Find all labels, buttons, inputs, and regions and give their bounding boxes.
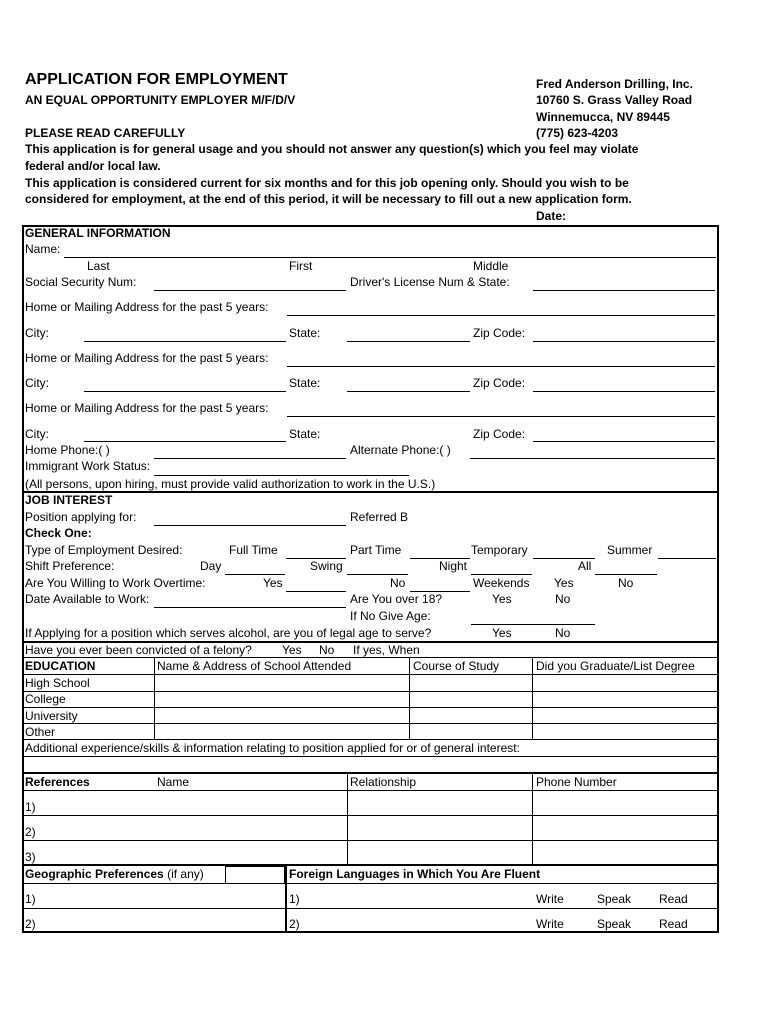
check-one-label: Check One: xyxy=(25,526,92,540)
weekends-yes[interactable]: Yes xyxy=(554,576,574,590)
address-input-1[interactable] xyxy=(287,315,715,316)
geo-row-2: 2) xyxy=(25,917,36,931)
zip-label-1: Zip Code: xyxy=(473,326,526,340)
over18-label: Are You over 18? xyxy=(350,592,443,606)
state-label-2: State: xyxy=(289,376,321,390)
state-label-3: State: xyxy=(289,427,321,441)
swing-input[interactable] xyxy=(347,574,408,575)
employment-type-label: Type of Employment Desired: xyxy=(25,543,183,557)
notice-2a: This application is considered current for six months and for this job opening only. Should you wish to be xyxy=(25,176,629,190)
overtime-yes-input[interactable] xyxy=(286,591,346,592)
weekends-label: Weekends xyxy=(473,576,530,590)
read-carefully: PLEASE READ CAREFULLY xyxy=(25,126,186,140)
address-label-2: Home or Mailing Address for the past 5 years: xyxy=(25,351,269,365)
referred-label: Referred B xyxy=(350,510,409,524)
ref-col-phone: Phone Number xyxy=(536,775,617,789)
lang-2-speak[interactable]: Speak xyxy=(597,917,632,931)
ssn-input[interactable] xyxy=(154,290,346,291)
ref-row-3: 3) xyxy=(25,850,36,864)
company-street: 10760 S. Grass Valley Road xyxy=(536,93,693,107)
edu-row-university: University xyxy=(25,709,78,723)
ref-col-name: Name xyxy=(157,775,190,789)
alt-phone-input[interactable] xyxy=(470,458,715,459)
over18-no[interactable]: No xyxy=(555,592,571,606)
name-label: Name: xyxy=(25,242,61,256)
ref-row-2: 2) xyxy=(25,825,36,839)
name-input[interactable] xyxy=(64,257,716,258)
alt-phone-label: Alternate Phone:( ) xyxy=(350,443,451,457)
notice-1b: federal and/or local law. xyxy=(25,159,161,173)
zip-label-3: Zip Code: xyxy=(473,427,526,441)
state-label-1: State: xyxy=(289,326,321,340)
zip-input-2[interactable] xyxy=(533,391,715,392)
drivers-license-label: Driver's License Num & State: xyxy=(350,275,510,289)
address-label-3: Home or Mailing Address for the past 5 years: xyxy=(25,401,269,415)
city-label-2: City: xyxy=(25,376,49,390)
lang-1-speak[interactable]: Speak xyxy=(597,892,632,906)
city-input-3[interactable] xyxy=(84,441,286,442)
date-available-label: Date Available to Work: xyxy=(25,592,150,606)
lang-1-read[interactable]: Read xyxy=(659,892,688,906)
alcohol-label: If Applying for a position which serves alcohol, are you of legal age to serve? xyxy=(25,626,432,640)
date-available-input[interactable] xyxy=(154,607,346,608)
company-name: Fred Anderson Drilling, Inc. xyxy=(536,77,693,91)
overtime-label: Are You Willing to Work Overtime: xyxy=(25,576,206,590)
state-input-1[interactable] xyxy=(347,341,470,342)
city-input-1[interactable] xyxy=(84,341,286,342)
shift-label: Shift Preference: xyxy=(25,559,115,573)
overtime-no[interactable]: No xyxy=(390,576,406,590)
city-label-3: City: xyxy=(25,427,49,441)
date-label: Date: xyxy=(536,209,567,223)
age-input[interactable] xyxy=(471,624,595,625)
lang-1-write[interactable]: Write xyxy=(536,892,564,906)
company-city: Winnemucca, NV 89445 xyxy=(536,110,670,124)
zip-input-1[interactable] xyxy=(533,341,715,342)
alcohol-yes[interactable]: Yes xyxy=(492,626,512,640)
col-graduate: Did you Graduate/List Degree xyxy=(536,659,695,673)
immigrant-label: Immigrant Work Status: xyxy=(25,459,151,473)
day-label: Day xyxy=(200,559,222,573)
felony-yes[interactable]: Yes xyxy=(282,643,302,657)
position-label: Position applying for: xyxy=(25,510,137,524)
company-phone: (775) 623-4203 xyxy=(536,126,619,140)
middle-label: Middle xyxy=(473,259,509,273)
part-time-label: Part Time xyxy=(350,543,402,557)
last-label: Last xyxy=(87,259,110,273)
night-input[interactable] xyxy=(471,574,532,575)
city-label-1: City: xyxy=(25,326,49,340)
felony-label: Have you ever been convicted of a felony? xyxy=(25,643,252,657)
lang-heading: Foreign Languages in Which You Are Fluent xyxy=(289,867,541,881)
edu-row-high-school: High School xyxy=(25,676,90,690)
if-yes-when-label: If yes, When xyxy=(353,643,420,657)
page-title: APPLICATION FOR EMPLOYMENT xyxy=(25,71,288,88)
ref-row-1: 1) xyxy=(25,800,36,814)
felony-no[interactable]: No xyxy=(319,643,335,657)
col-course: Course of Study xyxy=(413,659,500,673)
edu-row-other: Other xyxy=(25,725,56,739)
home-phone-input[interactable] xyxy=(154,458,346,459)
zip-input-3[interactable] xyxy=(533,441,715,442)
day-input[interactable] xyxy=(225,574,285,575)
lang-2-write[interactable]: Write xyxy=(536,917,564,931)
immigrant-input[interactable] xyxy=(154,475,409,476)
summer-label: Summer xyxy=(607,543,653,557)
geo-row-1: 1) xyxy=(25,892,36,906)
notice-1a: This application is for general usage and you should not answer any question(s) which you feel may violate xyxy=(25,142,639,156)
if-no-age-label: If No Give Age: xyxy=(350,609,431,623)
drivers-license-input[interactable] xyxy=(533,290,715,291)
ssn-label: Social Security Num: xyxy=(25,275,137,289)
general-heading: GENERAL INFORMATION xyxy=(25,226,171,240)
state-input-2[interactable] xyxy=(347,391,470,392)
summer-input[interactable] xyxy=(658,558,716,559)
city-input-2[interactable] xyxy=(84,391,286,392)
job-heading: JOB INTEREST xyxy=(25,493,113,507)
col-school: Name & Address of School Attended xyxy=(157,659,352,673)
address-input-2[interactable] xyxy=(287,366,715,367)
position-input[interactable] xyxy=(154,525,346,526)
all-label: All xyxy=(578,559,592,573)
night-label: Night xyxy=(439,559,468,573)
ref-col-relationship: Relationship xyxy=(350,775,417,789)
edu-row-college: College xyxy=(25,692,66,706)
authorization-note: (All persons, upon hiring, must provide valid authorization to work in the U.S.) xyxy=(25,477,436,491)
lang-row-2: 2) xyxy=(289,917,300,931)
additional-input[interactable] xyxy=(22,756,718,757)
overtime-yes[interactable]: Yes xyxy=(263,576,283,590)
subtitle: AN EQUAL OPPORTUNITY EMPLOYER M/F/D/V xyxy=(25,93,296,107)
alcohol-no[interactable]: No xyxy=(555,626,571,640)
lang-2-read[interactable]: Read xyxy=(659,917,688,931)
home-phone-label: Home Phone:( ) xyxy=(25,443,110,457)
weekends-no[interactable]: No xyxy=(618,576,634,590)
references-heading: References xyxy=(25,775,90,789)
additional-label: Additional experience/skills & information relating to position applied for or of general interest: xyxy=(25,741,520,755)
swing-label: Swing xyxy=(310,559,343,573)
address-label-1: Home or Mailing Address for the past 5 years: xyxy=(25,300,269,314)
zip-label-2: Zip Code: xyxy=(473,376,526,390)
over18-yes[interactable]: Yes xyxy=(492,592,512,606)
notice-2b: considered for employment, at the end of this period, it will be necessary to fill out a new application form. xyxy=(25,192,632,206)
all-input[interactable] xyxy=(595,574,657,575)
temporary-label: Temporary xyxy=(471,543,528,557)
education-heading: EDUCATION xyxy=(25,659,96,673)
full-time-label: Full Time xyxy=(229,543,278,557)
address-input-3[interactable] xyxy=(287,416,715,417)
geo-checkbox[interactable] xyxy=(225,866,285,884)
first-label: First xyxy=(289,259,313,273)
lang-row-1: 1) xyxy=(289,892,300,906)
geo-heading: Geographic Preferences (if any) xyxy=(25,867,204,881)
